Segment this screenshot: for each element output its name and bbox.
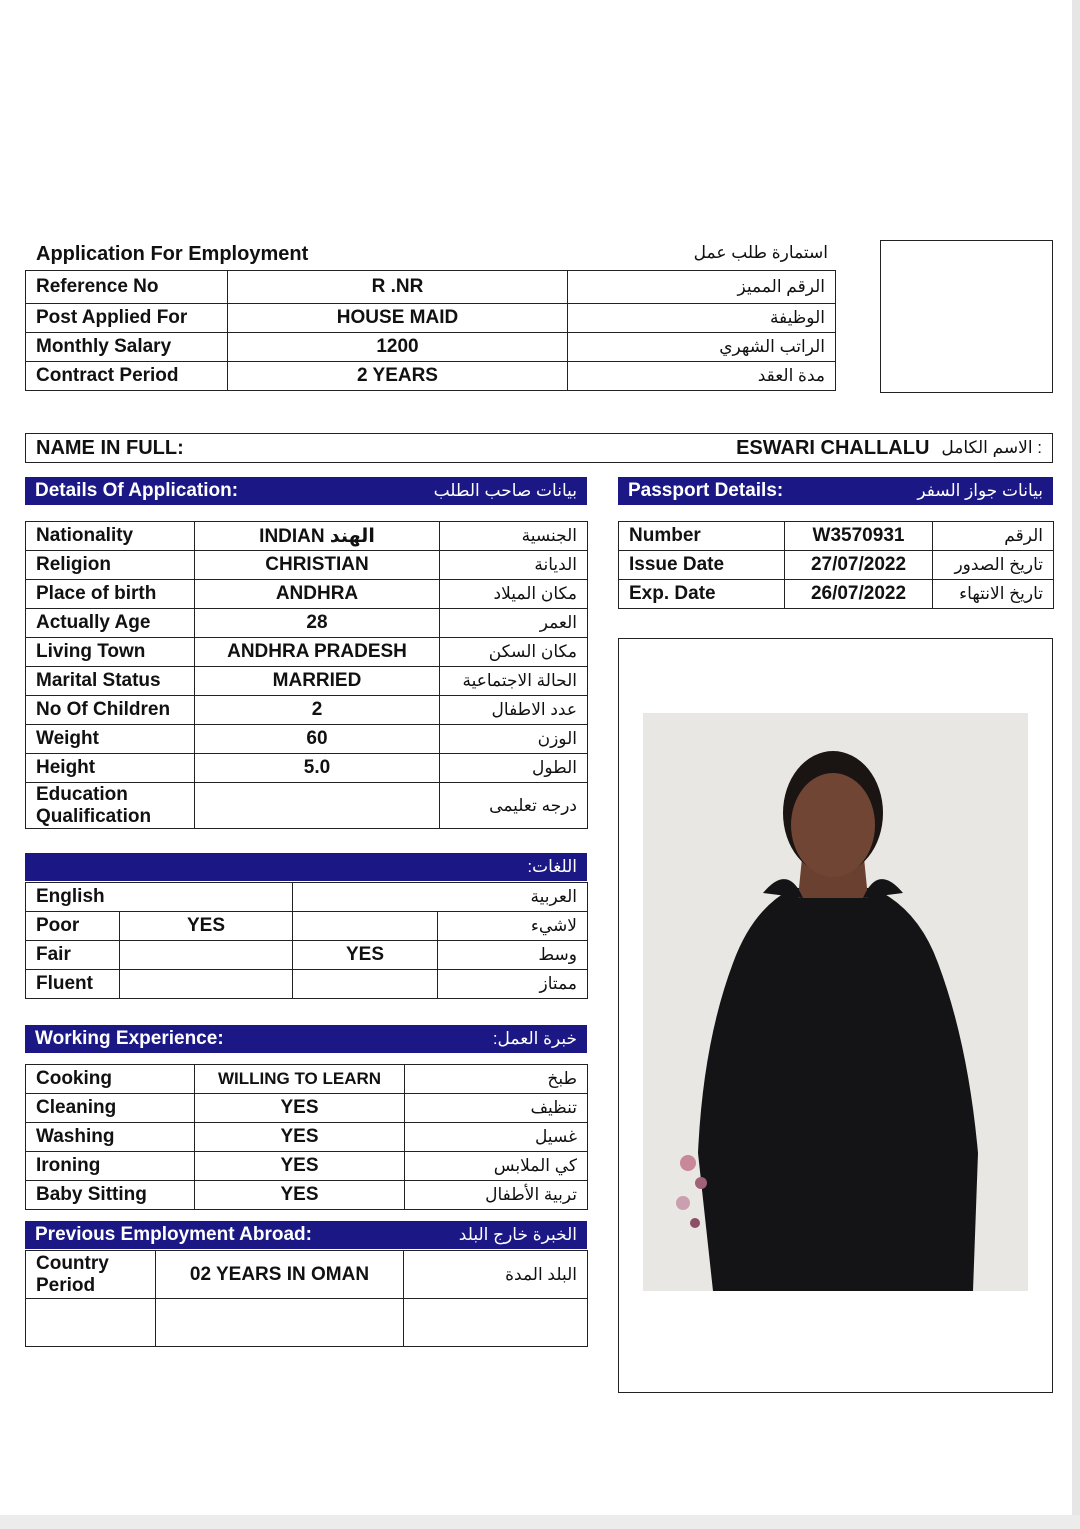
row-value: 2 xyxy=(195,696,440,725)
table-row xyxy=(26,609,588,638)
row-label-ar: عدد الاطفال xyxy=(440,696,588,725)
empty-cell xyxy=(404,1299,588,1347)
row-label-ar: تاريخ الصدور xyxy=(933,551,1054,580)
row-label-ar: العمر xyxy=(440,609,588,638)
table-row xyxy=(26,1181,588,1210)
application-top-table xyxy=(25,270,836,391)
row-label-ar: الديانة xyxy=(440,551,588,580)
row-label-ar: ممتاز xyxy=(438,970,588,999)
row-label-ar: الجنسية xyxy=(440,522,588,551)
languages-table xyxy=(25,882,588,999)
table-row xyxy=(26,783,588,829)
table-row xyxy=(26,696,588,725)
row-value: YES xyxy=(195,1123,405,1152)
table-row xyxy=(619,551,1054,580)
row-value: YES xyxy=(195,1094,405,1123)
row-label-ar: الوظيفة xyxy=(568,304,836,333)
row-label: Number xyxy=(619,522,785,551)
country-period-label: Country Period xyxy=(26,1251,156,1299)
table-row xyxy=(26,551,588,580)
empty-cell xyxy=(26,1299,156,1347)
row-label: Reference No xyxy=(26,271,228,304)
row-value: 27/07/2022 xyxy=(785,551,933,580)
details-title-ar: بيانات صاحب الطلب xyxy=(433,481,577,500)
row-label: Poor xyxy=(26,912,120,941)
table-row xyxy=(26,304,836,333)
row-label: Issue Date xyxy=(619,551,785,580)
experience-title-ar: خبرة العمل: xyxy=(492,1029,577,1048)
row-value: R .NR xyxy=(228,271,568,304)
table-row xyxy=(26,1094,588,1123)
row-label-ar: الرقم المميز xyxy=(568,271,836,304)
row-label: Exp. Date xyxy=(619,580,785,609)
table-row xyxy=(26,522,588,551)
experience-title: Working Experience: xyxy=(35,1028,224,1049)
small-photo-box xyxy=(880,240,1053,393)
row-label-ar: الرقم xyxy=(933,522,1054,551)
table-row xyxy=(619,522,1054,551)
table-row xyxy=(26,1299,588,1347)
table-row xyxy=(26,1065,588,1094)
row-label-ar: مدة العقد xyxy=(568,362,836,391)
row-label: Weight xyxy=(26,725,195,754)
row-label-ar: وسط xyxy=(438,941,588,970)
row-label: Washing xyxy=(26,1123,195,1152)
row-value: CHRISTIAN xyxy=(195,551,440,580)
table-row xyxy=(26,941,588,970)
languages-title-ar: اللغات: xyxy=(527,857,577,876)
country-period-label-ar: البلد المدة xyxy=(404,1251,588,1299)
row-value: MARRIED xyxy=(195,667,440,696)
row-value: 28 xyxy=(195,609,440,638)
table-row xyxy=(26,970,588,999)
table-row xyxy=(26,362,836,391)
language-english-header: English xyxy=(26,883,293,912)
row-value: 5.0 xyxy=(195,754,440,783)
english-level-value xyxy=(120,970,293,999)
passport-title: Passport Details: xyxy=(628,480,784,501)
languages-section-header xyxy=(25,853,587,881)
previous-title: Previous Employment Abroad: xyxy=(35,1224,312,1245)
row-value: 2 YEARS xyxy=(228,362,568,391)
row-value: WILLING TO LEARN xyxy=(195,1065,405,1094)
full-name-label: NAME IN FULL: xyxy=(36,436,184,459)
country-period-value: 02 YEARS IN OMAN xyxy=(156,1251,404,1299)
bottom-edge-strip xyxy=(0,1515,1080,1529)
table-row xyxy=(26,754,588,783)
applicant-photo-illustration xyxy=(643,713,1028,1291)
table-row xyxy=(26,883,588,912)
passport-title-ar: بيانات جواز السفر xyxy=(917,481,1043,500)
row-label: Baby Sitting xyxy=(26,1181,195,1210)
arabic-level-value xyxy=(293,912,438,941)
row-label: Actually Age xyxy=(26,609,195,638)
row-label: Cleaning xyxy=(26,1094,195,1123)
row-label-ar: كي الملابس xyxy=(405,1152,588,1181)
empty-cell xyxy=(156,1299,404,1347)
details-title: Details Of Application: xyxy=(35,480,239,501)
row-label: Fluent xyxy=(26,970,120,999)
table-row xyxy=(26,1123,588,1152)
applicant-photo xyxy=(643,713,1028,1291)
row-label: Cooking xyxy=(26,1065,195,1094)
form-title-ar: استمارة طلب عمل xyxy=(693,243,828,262)
experience-table xyxy=(25,1064,588,1210)
row-label: Marital Status xyxy=(26,667,195,696)
row-label-ar: مكان السكن xyxy=(440,638,588,667)
row-label-ar: غسيل xyxy=(405,1123,588,1152)
row-value: YES xyxy=(195,1181,405,1210)
row-value: ANDHRA xyxy=(195,580,440,609)
full-name-row xyxy=(25,433,1053,463)
row-label-ar: لاشيء xyxy=(438,912,588,941)
table-row xyxy=(26,638,588,667)
arabic-level-value xyxy=(293,970,438,999)
row-label: Contract Period xyxy=(26,362,228,391)
row-value: 60 xyxy=(195,725,440,754)
previous-employment-table xyxy=(25,1250,588,1347)
row-label: Monthly Salary xyxy=(26,333,228,362)
row-value: ANDHRA PRADESH xyxy=(195,638,440,667)
table-row xyxy=(26,580,588,609)
english-level-value xyxy=(120,941,293,970)
arabic-level-value: YES xyxy=(293,941,438,970)
row-value: INDIAN الهند xyxy=(195,522,440,551)
passport-section-header xyxy=(618,477,1053,505)
row-label-ar: الراتب الشهري xyxy=(568,333,836,362)
previous-employment-header xyxy=(25,1221,587,1249)
details-section-header xyxy=(25,477,587,505)
row-label: Religion xyxy=(26,551,195,580)
full-name-value: ESWARI CHALLALU xyxy=(736,436,930,459)
row-label-ar: تنظيف xyxy=(405,1094,588,1123)
row-label: Education Qualification xyxy=(26,783,195,829)
row-value: 1200 xyxy=(228,333,568,362)
language-arabic-header: العربية xyxy=(293,883,588,912)
table-row xyxy=(26,333,836,362)
row-label: No Of Children xyxy=(26,696,195,725)
row-label-ar: طبخ xyxy=(405,1065,588,1094)
row-label-ar: الحالة الاجتماعية xyxy=(440,667,588,696)
row-label-ar: الطول xyxy=(440,754,588,783)
table-row xyxy=(26,912,588,941)
row-label-ar: تاريخ الانتهاء xyxy=(933,580,1054,609)
english-level-value: YES xyxy=(120,912,293,941)
previous-title-ar: الخبرة خارج البلد xyxy=(458,1225,577,1244)
form-title-row xyxy=(36,243,828,266)
row-value: 26/07/2022 xyxy=(785,580,933,609)
row-label: Fair xyxy=(26,941,120,970)
row-value: HOUSE MAID xyxy=(228,304,568,333)
form-title-en: Application For Employment xyxy=(36,243,309,265)
row-value: W3570931 xyxy=(785,522,933,551)
table-row xyxy=(26,1152,588,1181)
row-value xyxy=(195,783,440,829)
right-edge-shadow xyxy=(1072,0,1080,1529)
row-label-ar: مكان الميلاد xyxy=(440,580,588,609)
row-label: Post Applied For xyxy=(26,304,228,333)
passport-table xyxy=(618,521,1054,609)
row-label-ar: درجه تعليمى xyxy=(440,783,588,829)
experience-section-header xyxy=(25,1025,587,1053)
full-name-label-ar: : الاسم الكامل xyxy=(941,438,1042,457)
row-label: Ironing xyxy=(26,1152,195,1181)
table-row xyxy=(619,580,1054,609)
table-row xyxy=(26,667,588,696)
row-label: Nationality xyxy=(26,522,195,551)
table-row xyxy=(26,1251,588,1299)
table-row xyxy=(26,271,836,304)
row-label-ar: الوزن xyxy=(440,725,588,754)
row-label: Height xyxy=(26,754,195,783)
row-label: Living Town xyxy=(26,638,195,667)
row-label: Place of birth xyxy=(26,580,195,609)
row-label-ar: تربية الأطفال xyxy=(405,1181,588,1210)
table-row xyxy=(26,725,588,754)
row-value: YES xyxy=(195,1152,405,1181)
details-table xyxy=(25,521,588,829)
